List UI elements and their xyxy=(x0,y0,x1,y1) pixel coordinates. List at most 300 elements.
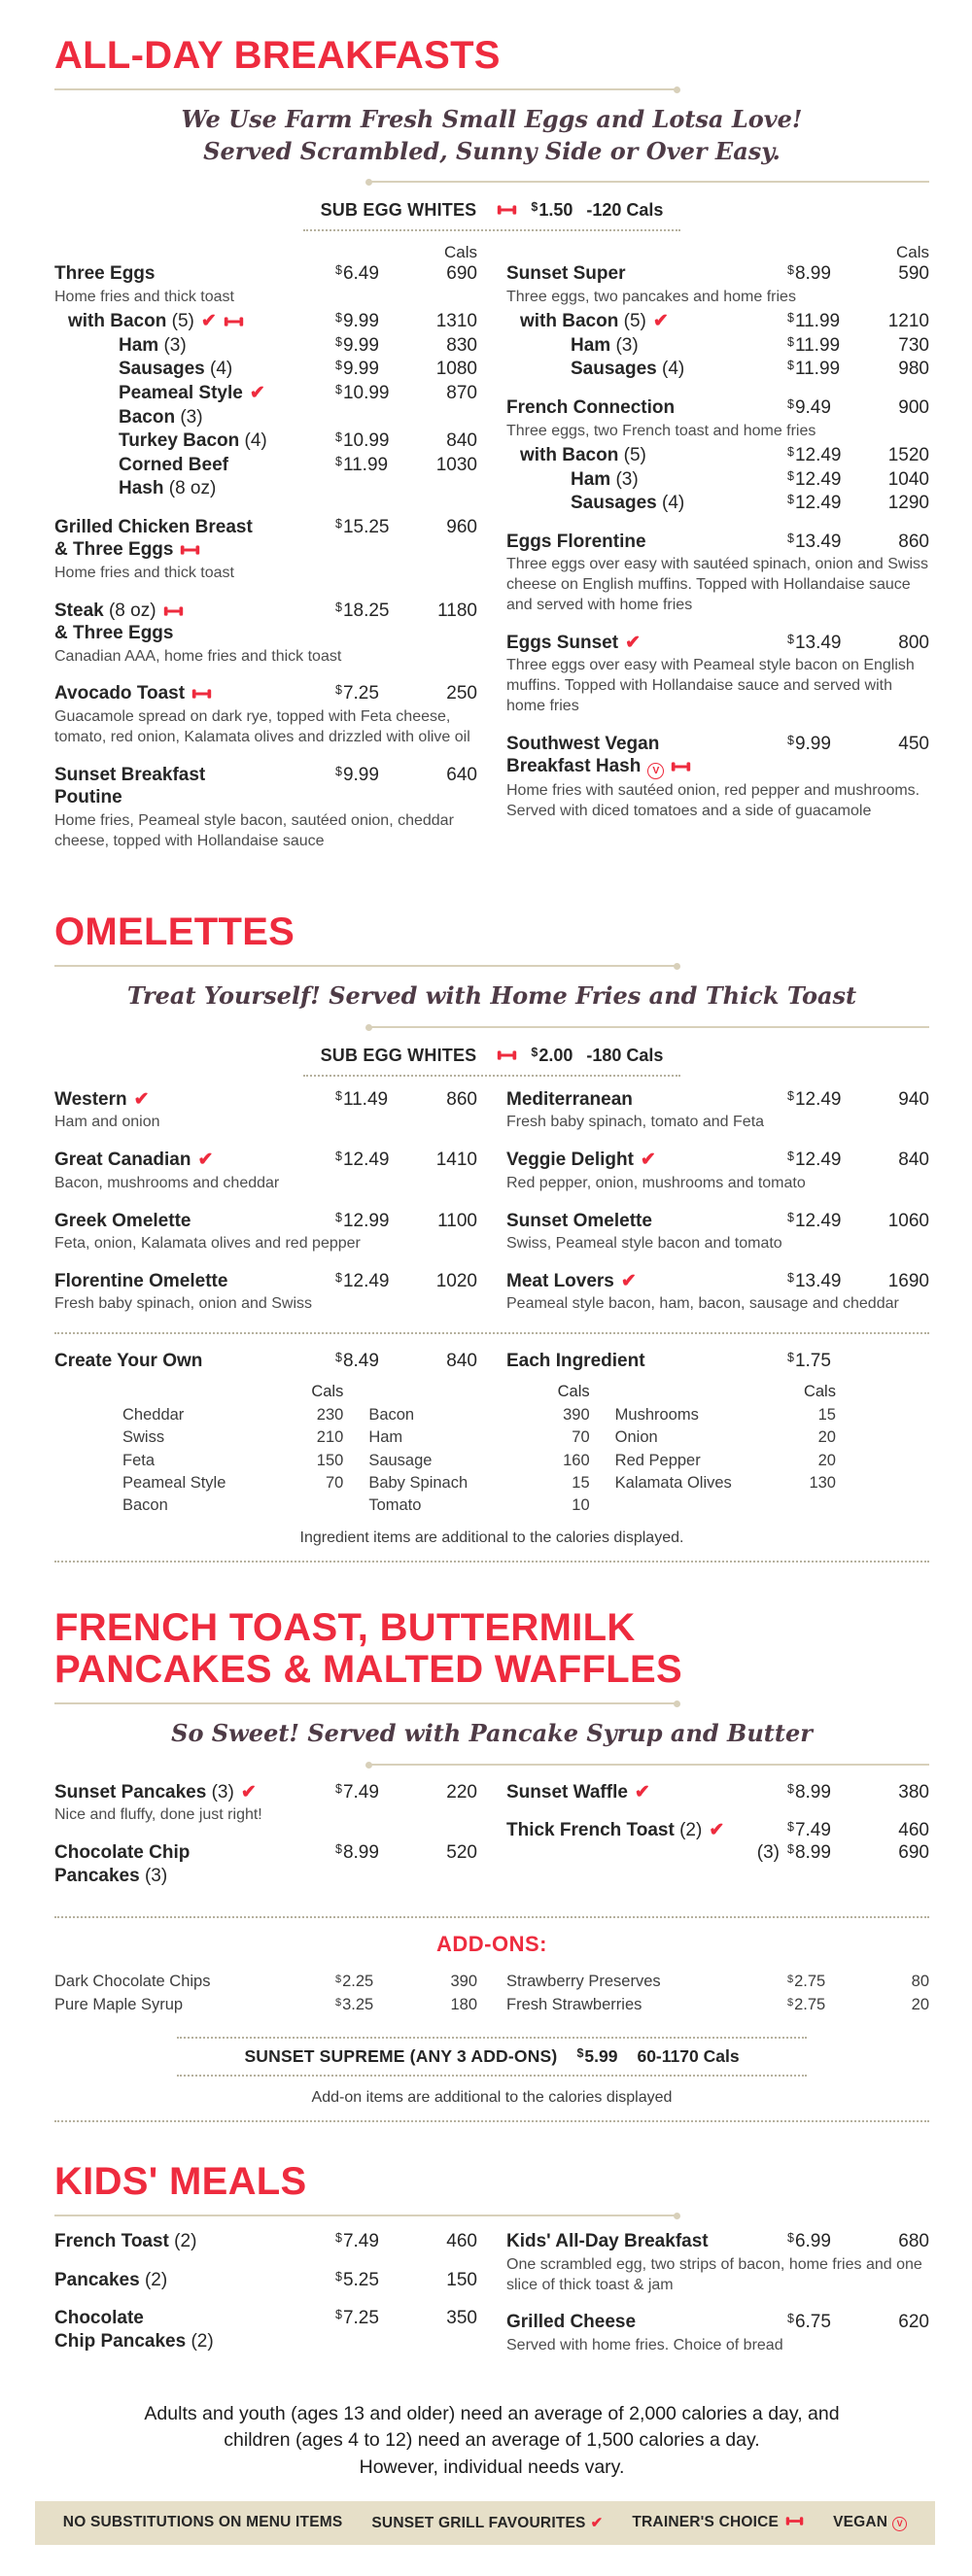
item-name: Great Canadian ✔ xyxy=(54,1150,214,1171)
item-name-cell xyxy=(506,1819,783,1842)
section-title-breakfasts: ALL-DAY BREAKFASTS xyxy=(54,34,501,77)
item-price: $8.99 xyxy=(787,262,831,284)
dollar-sign: $ xyxy=(335,1270,342,1285)
item-price: $11.99 xyxy=(787,359,841,380)
item-name: & Three Eggs xyxy=(54,539,200,560)
dollar-sign: $ xyxy=(787,493,794,507)
item-cals: 380 xyxy=(898,1781,929,1803)
item-name: Sunset Breakfast xyxy=(54,764,206,785)
item-name: Sunset Omelette xyxy=(506,1210,652,1231)
each-ingredient-row xyxy=(506,1350,929,1373)
menu-item xyxy=(54,1781,477,1826)
ingredient-item xyxy=(122,1404,343,1426)
item-name: Sausages (4) xyxy=(571,493,685,514)
item-row xyxy=(54,1149,477,1172)
dollar-sign: $ xyxy=(335,2308,342,2322)
item-cals: 730 xyxy=(898,334,929,356)
section-pancakes xyxy=(54,1607,929,2122)
item-name: Turkey Bacon (4) xyxy=(119,430,267,452)
item-qty: (3) xyxy=(163,334,187,356)
item-description: Guacamole spread on dark rye, topped with Feta cheese, tomato, red onion, Kalamata olives and drizzled with olive oil xyxy=(54,708,470,745)
item-price: $9.99 xyxy=(335,764,379,785)
item-row xyxy=(506,396,929,420)
item-name: with Bacon (5) ✔ xyxy=(68,311,244,331)
item-qty: (5) xyxy=(623,445,646,466)
item-row xyxy=(54,682,477,705)
cals-header: Cals xyxy=(803,1382,836,1400)
ingredient-list xyxy=(368,1404,589,1518)
menu-item xyxy=(54,1210,477,1254)
sub-items xyxy=(54,310,477,499)
dollar-sign: $ xyxy=(787,632,794,646)
item-name-cell xyxy=(506,733,783,756)
item-cals: 1020 xyxy=(435,1270,477,1291)
favourite-check-icon: ✔ xyxy=(240,1781,257,1803)
ingredient-list xyxy=(122,1404,343,1518)
item-price: $7.49 xyxy=(787,1820,831,1841)
dollar-sign: $ xyxy=(787,468,794,483)
item-row xyxy=(54,1270,477,1293)
omelettes-columns xyxy=(54,1088,929,1330)
dollar-sign: $ xyxy=(335,1842,342,1857)
section-title-kids: KIDS' MEALS xyxy=(54,2160,307,2204)
item-name-cell xyxy=(54,1149,331,1172)
item-cals: 150 xyxy=(446,2269,477,2290)
item-qty: (4) xyxy=(662,493,685,514)
item-price: $6.75 xyxy=(787,2312,831,2333)
item-name: Sunset Super xyxy=(506,262,626,284)
ingredient-item xyxy=(122,1450,343,1472)
item-cals: 1410 xyxy=(435,1150,477,1171)
dollar-sign: $ xyxy=(335,311,342,326)
item-price: $9.99 xyxy=(787,733,831,754)
menu-item xyxy=(54,2307,477,2353)
menu-item xyxy=(506,733,929,822)
item-name-cell xyxy=(506,1270,783,1293)
dollar-sign: $ xyxy=(531,199,538,214)
menu-item xyxy=(54,516,477,584)
item-row xyxy=(506,262,929,286)
menu-item xyxy=(54,1841,477,1887)
item-description: Fresh baby spinach, tomato and Feta xyxy=(506,1114,765,1131)
item-row xyxy=(54,600,477,623)
item-cals: 350 xyxy=(446,2308,477,2329)
item-cals: 460 xyxy=(898,1820,929,1841)
addons-columns xyxy=(54,1973,929,2019)
item-name: Grilled Chicken Breast xyxy=(54,516,253,537)
item-price: $7.49 xyxy=(335,1781,379,1803)
item-name-cell xyxy=(54,764,331,787)
ingredient-name: Feta xyxy=(122,1451,156,1469)
item-row xyxy=(506,632,929,655)
ingredient-name: Bacon xyxy=(368,1405,415,1424)
item-qty: (3) xyxy=(144,1865,168,1886)
item-qty: (3) xyxy=(615,468,639,490)
ingredient-row xyxy=(615,1450,836,1472)
dumbbell-icon xyxy=(497,204,517,216)
dollar-sign: $ xyxy=(787,334,794,349)
menu-item xyxy=(506,1210,929,1254)
sub-items xyxy=(506,444,929,515)
dumbbell-icon xyxy=(671,761,691,773)
item-qty: (5) xyxy=(171,311,194,332)
item-name-cell xyxy=(506,1088,783,1112)
dollar-sign: $ xyxy=(787,1270,794,1285)
favourite-check-icon: ✔ xyxy=(625,632,641,653)
addon-name: Dark Chocolate Chips xyxy=(54,1973,211,1991)
item-name-cell xyxy=(54,622,331,645)
item-price: $9.99 xyxy=(335,334,379,356)
item-price: $6.99 xyxy=(787,2231,831,2252)
item-price: $13.49 xyxy=(787,531,842,552)
item-name-cell xyxy=(54,2330,331,2353)
item-row xyxy=(54,429,477,453)
kids-left-column xyxy=(54,2230,477,2368)
item-cals: 1290 xyxy=(887,493,929,514)
create-your-own-block xyxy=(54,1332,929,1563)
item-name: Pancakes (3) xyxy=(54,1865,168,1886)
vegan-icon: V xyxy=(892,2517,907,2531)
ingredient-row xyxy=(122,1494,343,1517)
item-cals: 960 xyxy=(446,516,477,537)
item-price: $12.49 xyxy=(787,468,842,490)
ingredient-item xyxy=(615,1450,836,1472)
item-description: Bacon, mushrooms and cheddar xyxy=(54,1174,280,1191)
item-qty: (2) xyxy=(191,2330,214,2352)
dollar-sign: $ xyxy=(335,454,342,468)
ingredient-row xyxy=(368,1494,589,1517)
item-name: Western ✔ xyxy=(54,1088,150,1110)
favourite-check-icon: ✔ xyxy=(249,382,265,403)
item-name-cell xyxy=(506,396,783,420)
addons-left-column xyxy=(54,1973,477,2019)
favourite-check-icon: ✔ xyxy=(640,1150,656,1171)
item-name: Ham (3) xyxy=(571,334,639,356)
sub-egg-whites-inner xyxy=(303,198,681,231)
item-price: $8.99 xyxy=(787,1781,831,1803)
item-name: Ham (3) xyxy=(119,334,187,356)
dumbbell-icon xyxy=(497,1049,517,1061)
item-name: with Bacon (5) ✔ xyxy=(520,311,669,332)
dumbbell-icon xyxy=(224,316,244,327)
item-name: Sunset Waffle ✔ xyxy=(506,1781,650,1803)
ingredient-name: Peameal Style xyxy=(122,1474,226,1493)
addon-name: Strawberry Preserves xyxy=(506,1973,661,1991)
menu-item xyxy=(54,1088,477,1133)
addon-name: Pure Maple Syrup xyxy=(54,1996,184,2014)
item-row xyxy=(506,755,929,779)
dollar-sign: $ xyxy=(335,2231,342,2246)
sub-items xyxy=(506,310,929,381)
item-name-cell xyxy=(506,334,783,358)
ingredient-item xyxy=(615,1472,836,1494)
item-name-cell xyxy=(506,531,783,554)
item-cals: 1080 xyxy=(435,359,477,380)
item-row xyxy=(54,1781,477,1804)
dollar-sign: $ xyxy=(787,531,794,545)
ingredient-item xyxy=(368,1426,589,1449)
item-description: Home fries and thick toast xyxy=(54,564,234,581)
item-name: Bacon (3) xyxy=(119,406,203,428)
item-name-cell xyxy=(54,1865,331,1888)
dollar-sign: $ xyxy=(787,1088,794,1103)
dollar-sign: $ xyxy=(335,1088,342,1103)
item-qty: (2) xyxy=(144,2269,168,2290)
item-row xyxy=(506,1149,929,1172)
dollar-sign: $ xyxy=(335,600,342,614)
item-row xyxy=(54,538,477,562)
item-price: $13.49 xyxy=(787,1270,842,1291)
dollar-sign: $ xyxy=(335,262,342,277)
item-price: $8.99 xyxy=(335,1842,379,1864)
favourite-check-icon: ✔ xyxy=(652,311,669,332)
item-cals: 1100 xyxy=(437,1210,477,1231)
menu-item xyxy=(506,396,929,515)
addon-row xyxy=(506,1973,929,1991)
item-cals: 690 xyxy=(446,262,477,284)
menu-item xyxy=(506,1819,929,1864)
item-name: Ham (3) xyxy=(571,468,639,490)
dotted-divider xyxy=(54,2120,929,2122)
divider xyxy=(54,88,677,90)
ingredient-row xyxy=(368,1450,589,1472)
item-name-cell xyxy=(506,358,783,381)
ingredient-cals: 230 xyxy=(316,1405,344,1424)
item-qty: (4) xyxy=(210,359,233,380)
dollar-sign: $ xyxy=(335,764,342,778)
dollar-sign: $ xyxy=(335,430,342,445)
item-name: Steak (8 oz) xyxy=(54,601,184,621)
item-name-cell xyxy=(54,310,331,333)
addons-title: ADD-ONS: xyxy=(436,1932,547,1957)
dollar-sign: $ xyxy=(576,2046,584,2061)
supreme-label: SUNSET SUPREME (ANY 3 ADD-ONS) xyxy=(244,2046,558,2067)
item-cals: 800 xyxy=(898,632,929,653)
item-price: $12.49 xyxy=(335,1270,390,1291)
menu-item xyxy=(54,764,477,852)
sub-note-label: SUB EGG WHITES xyxy=(320,199,477,220)
addon-price: $2.75 xyxy=(787,1973,826,1991)
ingredient-item xyxy=(368,1494,589,1517)
item-row xyxy=(506,1270,929,1293)
ingredient-item xyxy=(122,1472,343,1518)
item-name-cell xyxy=(54,682,331,705)
dumbbell-icon xyxy=(785,2516,804,2526)
item-row xyxy=(506,1088,929,1112)
dollar-sign: $ xyxy=(787,1997,794,2009)
ingredient-column-2 xyxy=(368,1383,589,1518)
ingredient-item xyxy=(615,1426,836,1449)
item-name-cell xyxy=(54,2269,331,2292)
item-row xyxy=(54,310,477,333)
item-name-cell xyxy=(54,477,331,500)
item-price: $12.49 xyxy=(787,493,842,514)
tagline: Treat Yourself! Served with Home Fries and Thick Toast xyxy=(126,981,857,1011)
breakfasts-left-column xyxy=(54,243,477,867)
item-name: Kids' All-Day Breakfast xyxy=(506,2231,709,2252)
ingredient-name: Red Pepper xyxy=(614,1451,701,1469)
item-cals: 870 xyxy=(446,382,477,403)
ingredient-row xyxy=(122,1404,343,1426)
item-row xyxy=(54,1865,477,1888)
menu-item xyxy=(506,262,929,381)
menu-item xyxy=(506,1270,929,1315)
item-name-cell xyxy=(506,632,783,655)
item-name: Create Your Own xyxy=(54,1351,203,1372)
item-row xyxy=(506,444,929,467)
dollar-sign: $ xyxy=(335,382,342,396)
item-description: Red pepper, onion, mushrooms and tomato xyxy=(506,1174,806,1191)
ingredient-name: Mushrooms xyxy=(614,1405,699,1424)
ingredient-name: Onion xyxy=(614,1428,658,1447)
ingredient-cals: 15 xyxy=(572,1474,590,1493)
menu-item xyxy=(54,2230,477,2253)
item-name-cell xyxy=(54,600,331,623)
item-name-cell xyxy=(54,1088,331,1112)
supreme-price: $5.99 xyxy=(576,2046,618,2067)
ingredient-cals: 10 xyxy=(572,1496,590,1515)
item-price: $10.99 xyxy=(335,382,390,403)
tagline-line2: Served Scrambled, Sunny Side or Over Easy. xyxy=(203,136,781,165)
dollar-sign: $ xyxy=(787,733,794,747)
dollar-sign: $ xyxy=(335,1150,342,1164)
item-row xyxy=(54,382,477,405)
dollar-sign: $ xyxy=(787,1351,794,1365)
item-qty: (4) xyxy=(244,430,267,452)
divider xyxy=(369,1764,929,1766)
dollar-sign: $ xyxy=(787,359,794,373)
item-row xyxy=(54,1088,477,1112)
item-name: Chip Pancakes (2) xyxy=(54,2330,214,2352)
item-cals: 450 xyxy=(898,733,929,754)
addon-cals: 80 xyxy=(911,1973,929,1991)
ingredient-name: Cheddar xyxy=(122,1405,185,1424)
ingredient-cals: 20 xyxy=(817,1428,836,1447)
cals-header: Cals xyxy=(895,242,929,261)
ingredient-row xyxy=(368,1472,589,1494)
item-name: Grilled Cheese xyxy=(506,2312,637,2333)
dollar-sign: $ xyxy=(335,683,342,698)
sub-note-price: $2.00 xyxy=(531,1045,573,1065)
item-description: Home fries with sautéed onion, red pepper and mushrooms. Served with diced tomatoes and a side of guacamole xyxy=(506,782,920,820)
item-name-cell xyxy=(54,1841,331,1865)
item-name: Eggs Florentine xyxy=(506,531,646,552)
sub-egg-whites-note xyxy=(54,1044,929,1077)
dollar-sign: $ xyxy=(335,1974,342,1986)
item-price: $9.99 xyxy=(335,311,379,332)
dollar-sign: $ xyxy=(335,516,342,531)
sub-note-cals: -120 Cals xyxy=(586,199,664,220)
item-name-cell xyxy=(54,786,331,809)
sub-note-cals: -180 Cals xyxy=(586,1045,664,1065)
addon-cals: 390 xyxy=(450,1973,477,1991)
section-omelettes xyxy=(54,911,929,1563)
addon-price: $2.75 xyxy=(787,1996,826,2014)
ingredient-cals: 160 xyxy=(563,1451,590,1469)
ingredient-grid xyxy=(54,1373,929,1518)
ingredient-row xyxy=(615,1426,836,1449)
kids-right-column xyxy=(506,2230,929,2371)
vegan-icon: V xyxy=(647,763,664,779)
ingredient-column-3 xyxy=(615,1383,836,1518)
ingredient-row xyxy=(368,1404,589,1426)
divider xyxy=(54,965,677,967)
tagline: So Sweet! Served with Pancake Syrup and Butter xyxy=(171,1719,813,1748)
ingredient-cals: 210 xyxy=(316,1428,344,1447)
item-name-cell xyxy=(54,262,331,286)
favourite-check-icon: ✔ xyxy=(133,1088,150,1110)
dollar-sign: $ xyxy=(335,334,342,349)
addon-price: $3.25 xyxy=(335,1996,374,2014)
dollar-sign: $ xyxy=(787,311,794,326)
ingredient-row xyxy=(122,1472,343,1494)
item-price: $11.99 xyxy=(787,311,841,332)
dollar-sign: $ xyxy=(335,1351,342,1365)
item-name-cell xyxy=(54,538,331,562)
addon-note: Add-on items are additional to the calories displayed xyxy=(311,2089,673,2107)
ingredient-cals: 130 xyxy=(809,1474,836,1493)
item-price: $13.49 xyxy=(787,632,842,653)
menu-item xyxy=(506,1781,929,1804)
menu-item-list xyxy=(506,262,929,822)
item-row xyxy=(506,531,929,554)
item-name: Chocolate xyxy=(54,2308,144,2329)
item-name-cell xyxy=(506,310,783,333)
ingredient-cals: 70 xyxy=(325,1474,344,1493)
item-description: Three eggs over easy with Peameal style bacon on English muffins. Topped with Hollandaise sauce and served with home fries xyxy=(506,657,915,715)
menu-item xyxy=(54,262,477,500)
item-name: Each Ingredient xyxy=(506,1351,645,1372)
item-name-cell xyxy=(54,429,331,453)
item-name-cell xyxy=(506,2230,783,2253)
dollar-sign: $ xyxy=(787,2312,794,2326)
menu-item xyxy=(54,682,477,747)
menu-item xyxy=(506,2311,929,2355)
dollar-sign: $ xyxy=(787,262,794,277)
item-row xyxy=(54,622,477,645)
item-row xyxy=(506,1781,929,1804)
item-name: Sausages (4) xyxy=(119,359,233,380)
dollar-sign: $ xyxy=(335,1781,342,1796)
item-name: Veggie Delight ✔ xyxy=(506,1150,656,1171)
divider xyxy=(369,1026,929,1028)
item-price: $6.49 xyxy=(335,262,379,284)
section-title-omelettes: OMELETTES xyxy=(54,910,295,954)
legend-bar xyxy=(35,2501,935,2545)
item-cals: 220 xyxy=(446,1781,477,1803)
dollar-sign: $ xyxy=(335,1997,342,2009)
ingredient-note: Ingredient items are additional to the calories displayed. xyxy=(299,1528,684,1546)
item-name: Florentine Omelette xyxy=(54,1270,228,1291)
dollar-sign: $ xyxy=(787,1150,794,1164)
dollar-sign: $ xyxy=(787,1820,794,1835)
ingredient-row xyxy=(122,1450,343,1472)
item-row xyxy=(54,786,477,809)
item-name: with Bacon (5) xyxy=(520,445,646,466)
item-name: Meat Lovers ✔ xyxy=(506,1270,637,1291)
menu-item xyxy=(54,1270,477,1315)
favourite-check-icon: ✔ xyxy=(709,1820,725,1841)
ingredient-row xyxy=(615,1404,836,1426)
item-description: Three eggs, two pancakes and home fries xyxy=(506,288,796,305)
menu-item xyxy=(506,1088,929,1133)
item-name-cell xyxy=(506,755,783,779)
ingredient-item xyxy=(368,1450,589,1472)
dollar-sign: $ xyxy=(335,359,342,373)
item-price: $10.99 xyxy=(335,430,390,452)
item-cals: 1030 xyxy=(435,454,477,475)
ingredient-item xyxy=(368,1472,589,1494)
